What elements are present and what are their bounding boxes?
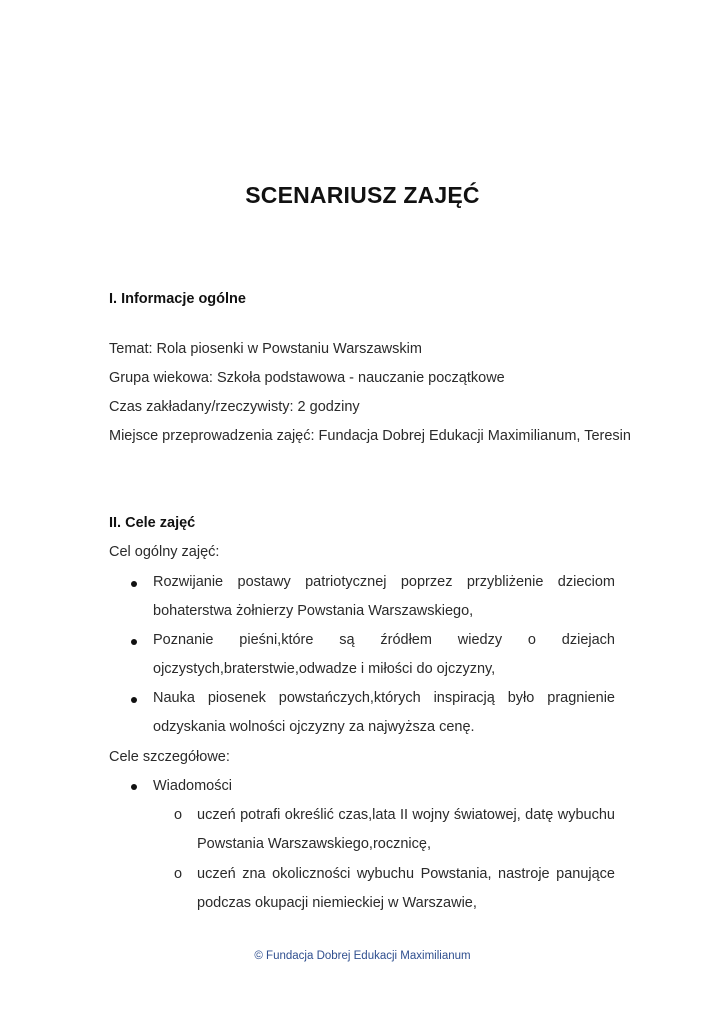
detailed-item: [197, 801, 615, 859]
info-line-duration: Czas zakładany/rzeczywisty: 2 godziny: [109, 399, 360, 415]
general-goals-label: Cel ogólny zajęć:: [109, 544, 220, 560]
general-goal-item: [153, 568, 615, 626]
goal-line: Rozwijanie postawy patriotycznej poprzez przybliżenie dzieciom: [153, 574, 615, 590]
goal-line: Nauka piosenek powstańczych,których inspiracją było pragnienie: [153, 690, 615, 706]
page-title: SCENARIUSZ ZAJĘĆ: [245, 182, 480, 208]
general-goal-item: [153, 626, 615, 684]
bullet-icon: [131, 784, 137, 790]
sub-bullet-icon: o: [174, 866, 183, 882]
detailed-line: uczeń zna okoliczności wybuchu Powstania, nastroje panujące: [197, 866, 615, 882]
section-heading-info: I. Informacje ogólne: [109, 291, 246, 307]
goal-line: bohaterstwa żołnierzy Powstania Warszawskiego,: [153, 603, 474, 619]
goal-line: Poznanie pieśni,które są źródłem wiedzy o dziejach: [153, 632, 615, 648]
goal-line: odzyskania wolności ojczyzny za najwyższa cenę.: [153, 719, 475, 735]
page-footer: © Fundacja Dobrej Edukacji Maximilianum: [254, 950, 471, 962]
detailed-item: [197, 860, 615, 918]
bullet-icon: [131, 697, 137, 703]
goal-line: ojczystych,braterstwie,odwadze i miłości do ojczyzny,: [153, 661, 496, 677]
general-goal-item: [153, 684, 615, 742]
detailed-goals-label: Cele szczegółowe:: [109, 749, 230, 765]
sub-bullet-icon: o: [174, 807, 183, 823]
info-line-location: Miejsce przeprowadzenia zajęć: Fundacja Dobrej Edukacji Maximilianum, Teresin: [109, 428, 631, 444]
detailed-category: Wiadomości: [153, 778, 232, 794]
bullet-icon: [131, 581, 137, 587]
detailed-line: podczas okupacji niemieckiej w Warszawie,: [197, 895, 477, 911]
detailed-line: uczeń potrafi określić czas,lata II wojny światowej, datę wybuchu: [197, 807, 615, 823]
bullet-icon: [131, 639, 137, 645]
detailed-line: Powstania Warszawskiego,rocznicę,: [197, 836, 431, 852]
info-line-age-group: Grupa wiekowa: Szkoła podstawowa - nauczanie początkowe: [109, 370, 505, 386]
section-heading-goals: II. Cele zajęć: [109, 515, 196, 531]
info-line-topic: Temat: Rola piosenki w Powstaniu Warszawskim: [109, 341, 422, 357]
